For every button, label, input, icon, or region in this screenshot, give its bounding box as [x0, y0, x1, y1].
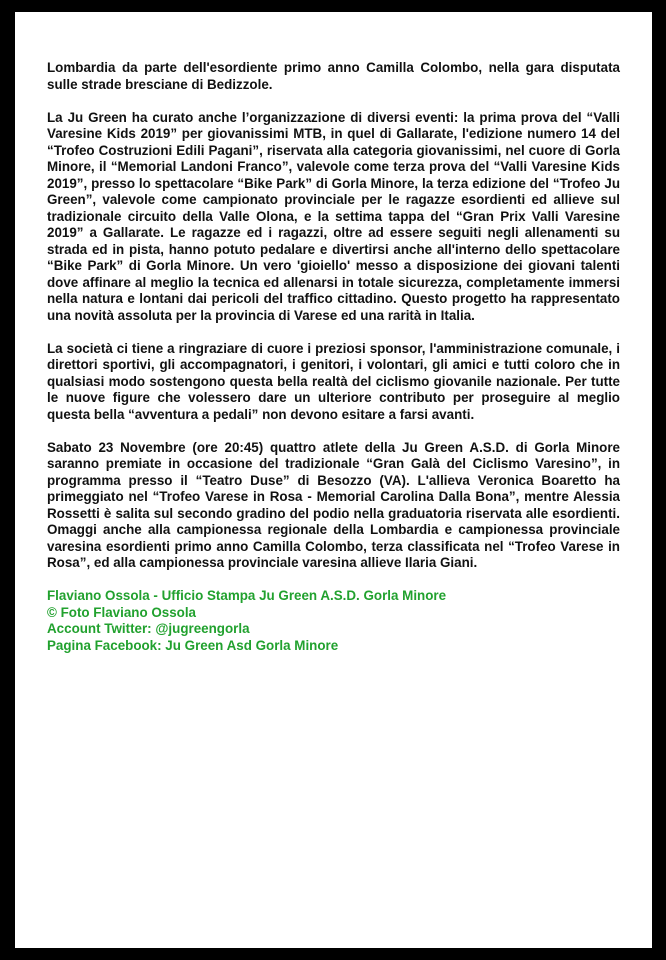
credit-press-office: Flaviano Ossola - Ufficio Stampa Ju Green A.S.D. Gorla Minore	[47, 588, 447, 603]
credit-facebook: Pagina Facebook: Ju Green Asd Gorla Minore	[47, 637, 339, 653]
document-page	[15, 12, 652, 948]
paragraph-events-organized: La Ju Green ha curato anche l’organizzazione di diversi eventi: la prima prova del “Valli Varesine Kids 2019” per giovanissimi MTB, in quel di Gallarate, l'edizione numero 14 del “Trofeo Costruzioni Edili Pagani”, riservata alla categoria giovanissimi, nel cuore di Gorla Minore, il “Memorial Landoni Franco”, valevole come terza prova del “Valli Varesine Kids 2019”, presso lo spettacolare “Bike Park” di Gorla Minore, la terza edizione del “Trofeo Ju Green”, valevole come campionato provinciale per le ragazze esordienti ed allieve sul tradizionale circuito della Valle Olona, e la settima tappa del “Gran Prix Valli Varesine 2019” a Gallarate. Le ragazze ed i ragazzi, oltre ad essere seguiti negli allenamenti su strada ed in pista, hanno potuto pedalare e divertirsi anche all'interno dello spettacolare “Bike Park” di Gorla Minore. Un vero 'gioiello' messo a disposizione dei giovani talenti dove affinare al meglio la tecnica ed allenarsi in totale sicurezza, completamente immersi nella natura e lontani dai pericoli del traffico cittadino. Questo progetto ha rappresentato una novità assoluta per la provincia di Varese ed una rarità in Italia.	[47, 109, 620, 323]
paragraph-award-ceremony: Sabato 23 Novembre (ore 20:45) quattro atlete della Ju Green A.S.D. di Gorla Minore saranno premiate in occasione del tradizionale “Gran Galà del Ciclismo Varesino”, in programma presso il “Teatro Duse” di Besozzo (VA). L'allieva Veronica Boaretto ha primeggiato nel “Trofeo Varese in Rosa - Memorial Carolina Dalla Bona”, mentre Alessia Rossetti è salita sul secondo gradino del podio nella graduatoria riservata alle esordienti. Omaggi anche alla campionessa regionale della Lombardia e campionessa provinciale varesina esordienti primo anno Camilla Colombo, terza classificata nel “Trofeo Varese in Rosa”, ed alla campionessa provinciale varesina allieve Ilaria Giani.	[47, 439, 620, 570]
credits-block	[47, 588, 620, 654]
credit-twitter: Account Twitter: @jugreengorla	[47, 621, 250, 636]
credit-photo: © Foto Flaviano Ossola	[47, 604, 197, 620]
paragraph-acknowledgements: La società ci tiene a ringraziare di cuore i preziosi sponsor, l'amministrazione comunale, i direttori sportivi, gli accompagnatori, i genitori, i volontari, gli amici e tutti coloro che in qualsiasi modo sostengono questa bella realtà del ciclismo giovanile nazionale. Per tutte le nuove figure che volessero dare un ulteriore contributo per proseguire al meglio questa bella “avventura a pedali” non devono esitare a farsi avanti.	[47, 340, 620, 422]
paragraph-bedizzole-result: Lombardia da parte dell'esordiente primo anno Camilla Colombo, nella gara disputata sulle strade bresciane di Bedizzole.	[47, 60, 620, 92]
